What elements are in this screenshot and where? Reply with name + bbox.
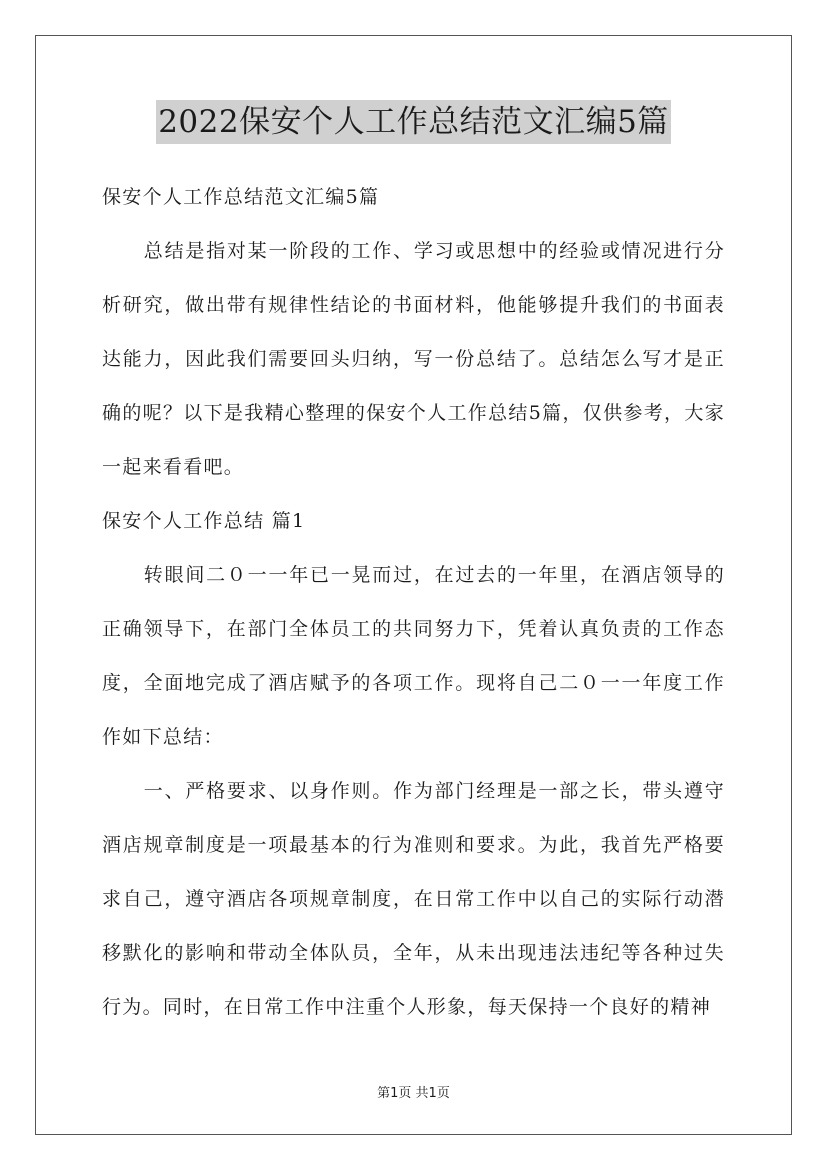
document-title: 2022保安个人工作总结范文汇编5篇 bbox=[156, 100, 671, 144]
document-body bbox=[102, 170, 725, 1034]
body-paragraph-1: 转眼间二０一一年已一晃而过，在过去的一年里，在酒店领导的正确领导下，在部门全体员工的共同努力下，凭着认真负责的工作态度，全面地完成了酒店赋予的各项工作。现将自己二０一一年度工作作如下总结： bbox=[102, 564, 725, 748]
intro-paragraph: 总结是指对某一阶段的工作、学习或思想中的经验或情况进行分析研究，做出带有规律性结论的书面材料，他能够提升我们的书面表达能力，因此我们需要回头归纳，写一份总结了。总结怎么写才是正确的呢？以下是我精心整理的保安个人工作总结5篇，仅供参考，大家一起来看看吧。 bbox=[102, 240, 725, 478]
body-paragraph-2: 一、严格要求、以身作则。作为部门经理是一部之长，带头遵守酒店规章制度是一项最基本的行为准则和要求。为此，我首先严格要求自己，遵守酒店各项规章制度，在日常工作中以自己的实际行动潜移默化的影响和带动全体队员，全年，从未出现违法违纪等各种过失行为。同时，在日常工作中注重个人形象，每天保持一个良好的精神 bbox=[102, 780, 725, 1018]
document-subtitle: 保安个人工作总结范文汇编5篇 bbox=[102, 186, 380, 208]
title-container bbox=[0, 100, 827, 144]
section-heading: 保安个人工作总结 篇1 bbox=[102, 510, 306, 532]
page-footer: 第1页 共1页 bbox=[377, 1086, 450, 1101]
